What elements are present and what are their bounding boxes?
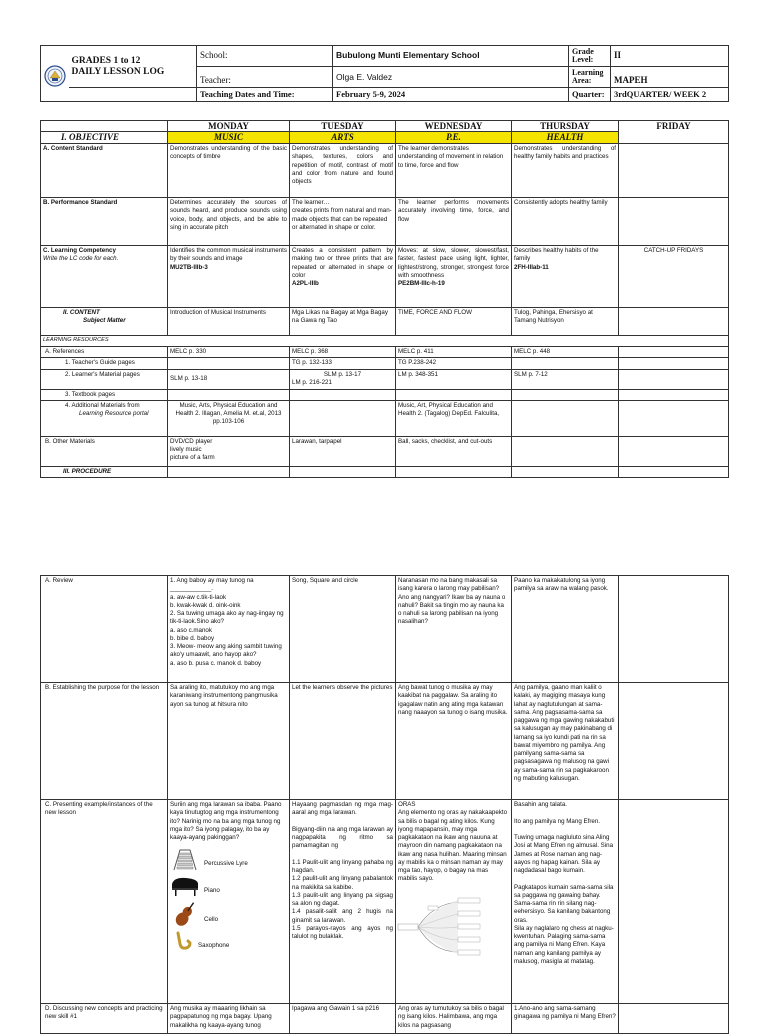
table-row: [41, 576, 729, 683]
learning-resources-heading: LEARNING RESOURCES: [41, 336, 729, 347]
instrument-cello: [170, 900, 287, 930]
cell-monday: DVD/CD player lively music picture of a farm: [168, 436, 290, 466]
cell-thursday: Tulog, Pahinga, Ehersisyo at Tamang Nutrisyon: [512, 308, 619, 336]
subject-arts: ARTS: [290, 132, 396, 143]
lesson-table-top: [40, 143, 729, 478]
row-label: [41, 246, 168, 308]
day-friday: FRIDAY: [619, 121, 729, 144]
cell-friday: [619, 347, 729, 358]
competency-code: A2PL-IIIb: [292, 280, 319, 287]
cell-wednesday: MELC p. 411: [396, 347, 512, 358]
quarter-value: 3rdQUARTER/ WEEK 2: [611, 88, 729, 102]
teacher-label: Teacher:: [197, 67, 333, 88]
competency-code: 2FH-IIIab-11: [514, 263, 549, 271]
cell-monday: Determines accurately the sources of sounds heard, and produce sounds using voice, body, and objects, and be able to sing in accurate pitch: [168, 198, 290, 246]
cell-tuesday: Larawan, tarpapel: [290, 436, 396, 466]
cell-wednesday: [396, 246, 512, 308]
cell-wednesday: Ang oras ay tumutukoy sa bilis o bagal ng isang kilos. Halimbawa, ang mga kilos na pagsasang: [396, 1004, 512, 1034]
cell-friday: [619, 436, 729, 466]
cell-friday: [619, 683, 729, 800]
lesson-table-procedure: [40, 575, 729, 1034]
cello-icon: [170, 900, 200, 930]
cell-monday: [168, 389, 290, 400]
row-label: 1. Teacher's Guide pages: [41, 358, 168, 369]
competency-sublabel: Write the LC code for each.: [43, 255, 119, 263]
row-label: A. Review: [41, 576, 168, 683]
cell-monday: [168, 246, 290, 308]
header-table: [40, 45, 729, 102]
objective-heading: I. OBJECTIVE: [41, 132, 168, 143]
dates-value: February 5-9, 2024: [333, 88, 569, 102]
additional-sublabel: Learning Resource portal: [79, 410, 149, 417]
cell-thursday: Demonstrates understanding of healthy family habits and practices: [512, 144, 619, 198]
cell-monday: Demonstrates understanding of the basic concepts of timbre: [168, 144, 290, 198]
cell-monday: Ang musika ay maaaring likhain sa pagpapatunog ng mga bagay. Upang makalikha ng kaaya-ayang tunog: [168, 1004, 290, 1034]
cell-thursday: 1.Ano-ano ang sama-samang ginagawa ng pamilya ni Mang Efren?: [512, 1004, 619, 1034]
competency-label: C. Learning Competency: [43, 247, 116, 254]
cell-tuesday: [290, 389, 396, 400]
cell-monday: 1. Ang baboy ay may tunog na ____________. a. aw-aw c.tik-ti-laok b. kwak-kwak d. oink-oink 2. Sa tuwing umaga ako ay nag-iingay ng tik-ti-laok.Sino ako? a. aso c.manok b. bibe d. baboy 3. Meow- meow ang aking sambit tuwing ako'y umaawit, ano hayop ako? a. aso b. pusa c. manok d. baboy: [168, 576, 290, 683]
cell-friday: [619, 144, 729, 198]
day-thursday: THURSDAY: [512, 121, 619, 132]
area-label: Learning Area:: [569, 67, 611, 88]
content-label: II. CONTENT: [63, 309, 100, 316]
cell-wednesday: TG P.238-242: [396, 358, 512, 369]
saxophone-icon: [170, 932, 194, 950]
instrument-caption: Percussive Lyre: [204, 860, 248, 868]
row-label: D. Discussing new concepts and practicing new skill #1: [41, 1004, 168, 1034]
cell-tuesday: [290, 369, 396, 389]
time-diagram-icon: [398, 894, 508, 958]
competency-text: Describes healthy habits of the family: [514, 247, 599, 263]
table-row: [41, 400, 729, 436]
cell-wednesday: The learner demonstrates understanding of movement in relation to time, force and flow: [396, 144, 512, 198]
procedure-heading: III. PROCEDURE: [41, 466, 168, 477]
instrument-piano: [170, 876, 287, 896]
cell-monday: Music, Arts, Physical Education and Health 2. Illagan, Amelia M. et.al, 2013 pp.103-106: [168, 400, 290, 436]
table-row: [41, 246, 729, 308]
cell-monday: [168, 800, 290, 1004]
cell-tuesday: MELC p. 368: [290, 347, 396, 358]
logo-cell: [41, 46, 69, 102]
cell-monday: SLM p. 13-18: [168, 369, 290, 389]
competency-text: Moves: at slow, slower, slowest/fast, faster, fastest pace using light, lighter, lightest/strong, stronger, strongest force with smoothness: [398, 247, 509, 279]
content-sublabel: Subject Matter: [83, 317, 126, 325]
cell-friday: [619, 369, 729, 389]
competency-text: Identifies the common musical instruments by their sounds and image: [170, 247, 287, 263]
cell-monday: MELC p. 330: [168, 347, 290, 358]
piano-icon: [170, 876, 200, 896]
cell-friday: [619, 308, 729, 336]
table-row: [41, 369, 729, 389]
row-label: B. Other Materials: [41, 436, 168, 466]
quarter-label: Quarter:: [569, 88, 611, 102]
school-label: School:: [197, 46, 333, 67]
subject-pe: P.E.: [396, 132, 512, 143]
cell-wednesday: The learner performs movements accurately involving time, force, and flow: [396, 198, 512, 246]
cell-friday: CATCH-UP FRIDAYS: [619, 246, 729, 308]
grade-label: Grade Level:: [569, 46, 611, 67]
cell-wednesday: Ang bawat tunog o musika ay may kaakibat na paggalaw. Sa araling ito igagalaw natin ang ating mga katawan nang naaayon sa tunog o isang musika.: [396, 683, 512, 800]
cell-monday: Introduction of Musical Instruments: [168, 308, 290, 336]
table-row: [41, 198, 729, 246]
cell-wednesday: [396, 389, 512, 400]
row-label: B. Establishing the purpose for the lesson: [41, 683, 168, 800]
row-label: 3. Textbook pages: [41, 389, 168, 400]
instrument-lyre: [170, 846, 287, 872]
log-title: GRADES 1 to 12 DAILY LESSON LOG: [69, 46, 197, 88]
cell-thursday: [512, 389, 619, 400]
row-label: [41, 308, 168, 336]
cell-wednesday: Music, Art, Physical Education and Health 2. (Tagalog) DepEd. Falculita,: [396, 400, 512, 436]
table-row: [41, 683, 729, 800]
presenting-text: ORAS Ang elemento ng oras ay nakakaapekto sa bilis o bagal ng ating kilos. Kung iyong mapapansin, may mga pagkakataon na ikaw ang nauuna at mayroon din namang pagkakataon na ikaw ang nasa hulihan. Maaring minsan ay mabilis ka o minsan naman ay may mga tao, hayop, o bagay na mas mabilis sayo.: [398, 801, 508, 883]
dates-label: Teaching Dates and Time:: [197, 88, 333, 102]
day-monday: MONDAY: [168, 121, 290, 132]
teacher-value: Olga E. Valdez: [333, 67, 569, 88]
cell-tuesday: Ipagawa ang Gawain 1 sa p216: [290, 1004, 396, 1034]
school-value: Bubulong Munti Elementary School: [333, 46, 569, 67]
row-label: C. Presenting example/instances of the new lesson: [41, 800, 168, 1004]
cell-thursday: [512, 358, 619, 369]
table-row: [41, 144, 729, 198]
day-tuesday: TUESDAY: [290, 121, 396, 132]
cell-friday: [619, 576, 729, 683]
cell-wednesday: TIME, FORCE AND FLOW: [396, 308, 512, 336]
cell-tuesday: The learner… creates prints from natural and man-made objects that can be repeated or alternated in shape or color.: [290, 198, 396, 246]
cell-thursday: [512, 246, 619, 308]
subject-health: HEALTH: [512, 132, 619, 143]
cell-thursday: Ang pamilya, gaano man kaliit o kalaki, ay magiging masaya kung lahat ay nagtutulungan at sama-sama. Ang pagsasama-sama sa paggawa ng mga gawing nakakabuti sa kalusugan ay may pakinabang di lamang sa iyo kundi pati na rin sa bawat miyembro ng pamilya. Ang pamilyang sama-sama sa pagsasagawa ng malusog na gawi ay sama-sama rin sa pagkakaroon ng mabuting kalusugan.: [512, 683, 619, 800]
cell-tuesday: [290, 400, 396, 436]
cell-friday: [619, 358, 729, 369]
cell-friday: [619, 1004, 729, 1034]
lm-lm: LM p. 216-221: [292, 378, 332, 386]
cell-thursday: Paano ka makakatulong sa iyong pamilya sa araw na walang pasok.: [512, 576, 619, 683]
cell-thursday: Consistently adopts healthy family: [512, 198, 619, 246]
instrument-saxophone: [170, 932, 287, 950]
deped-seal-icon: [44, 65, 66, 87]
row-label: A. References: [41, 347, 168, 358]
table-row: [41, 358, 729, 369]
subject-music: MUSIC: [168, 132, 290, 143]
instrument-caption: Piano: [204, 887, 220, 895]
cell-monday: Sa araling ito, matutukoy mo ang mga karaniwang instrumentong pangmusika ayon sa tunog at hitsura nito: [168, 683, 290, 800]
row-label: A. Content Standard: [41, 144, 168, 198]
table-row: [41, 800, 729, 1004]
presenting-text: Suriin ang mga larawan sa ibaba. Paano kaya tinutugtog ang mga instrumentong ito? Narinig mo na ba ang mga tunog ng mga ito? Sa iyong palagay, ito ba ay kaaya-ayang pakinggan?: [170, 801, 282, 841]
cell-thursday: MELC p. 448: [512, 347, 619, 358]
cell-tuesday: TG p. 132-133: [290, 358, 396, 369]
cell-wednesday: [396, 800, 512, 1004]
day-wednesday: WEDNESDAY: [396, 121, 512, 132]
table-row: [41, 1004, 729, 1034]
cell-wednesday: Ball, sacks, checklist, and cut-outs: [396, 436, 512, 466]
lm-slm: SLM p. 13-17: [323, 370, 362, 378]
cell-thursday: SLM p. 7-12: [512, 369, 619, 389]
table-row: [41, 347, 729, 358]
cell-monday: [168, 358, 290, 369]
days-header: [40, 120, 729, 144]
cell-tuesday: Hayaang pagmasdan ng mga mag-aaral ang mga larawan. Bigyang-diin na ang mga larawan ay nagpapakita ng ritmo sa pamamagitan ng 1.1 Paulit-ulit ang linyang pahaba ng hagdan. 1.2 paulit-ulit ang linyang pabalantok na makikita sa kabibe. 1.3 paulit-ulit ang linyang pa sigsag sa alon ng dagat. 1.4 pasalit-salit ang 2 hugis na ginamit sa larawan. 1.5 parayos-rayos ang ayos ng talulot ng bulaklak.: [290, 800, 396, 1004]
instrument-caption: Saxophone: [198, 942, 230, 950]
cell-tuesday: Demonstrates understanding of shapes, textures, colors and repetition of motif, contrast of motif and color from nature and found objects: [290, 144, 396, 198]
cell-friday: [619, 389, 729, 400]
cell-friday: [619, 198, 729, 246]
percussive-lyre-icon: [170, 846, 200, 872]
competency-code: MU2TB-IIIb-3: [170, 263, 208, 271]
cell-tuesday: [290, 246, 396, 308]
additional-label: 4. Additional Materials from: [65, 401, 140, 409]
table-row: [41, 466, 729, 477]
table-row: [41, 389, 729, 400]
cell-tuesday: Song, Square and circle: [290, 576, 396, 683]
cell-tuesday: Let the learners observe the pictures: [290, 683, 396, 800]
row-label: 2. Learner's Material pages: [41, 369, 168, 389]
cell-friday: [619, 400, 729, 436]
cell-wednesday: LM p. 348-351: [396, 369, 512, 389]
competency-text: Creates a consistent pattern by making two or three prints that are repeated or alternated in shape or color: [292, 247, 393, 279]
table-row: [41, 308, 729, 336]
table-row: [41, 336, 729, 347]
table-row: [41, 436, 729, 466]
row-label: [41, 400, 168, 436]
instrument-caption: Cello: [204, 916, 219, 924]
row-label: B. Performance Standard: [41, 198, 168, 246]
grade-value: II: [611, 46, 729, 67]
cell-tuesday: Mga Likas na Bagay at Mga Bagay na Gawa ng Tao: [290, 308, 396, 336]
area-value: MAPEH: [611, 67, 729, 88]
cell-thursday: Basahin ang talata. Ito ang pamilya ng Mang Efren. Tuwing umaga nagluluto sina Aling Josi at Mang Efren ng almusal. Sina James at Rose naman ang nag-aayos ng hapag kainan. Sila ay nagdadasal bago kumain. Pagkatapos kumain sama-sama sila sa paggawa ng gawaing bahay. Sama-sama rin rin silang nag-eehersisyo. Sa kanilang bakantong oras. Sila ay naglalaro ng chess at nagku-kwentuhan. Palaging sama-sama ang pamilya ni Mang Efren. Kaya naman ang kanilang pamilya ay malusog, masigla at matatag.: [512, 800, 619, 1004]
cell-friday: [619, 800, 729, 1004]
competency-code: PE2BM-IIIc-h-19: [398, 280, 445, 287]
cell-thursday: [512, 400, 619, 436]
cell-thursday: [512, 436, 619, 466]
cell-wednesday: Naranasan mo na bang makasali sa isang karera o larong may pabilisan? Ano ang nangyari? Ikaw ba ay nauna o nahuli? Bakit sa tingin mo ay nauna ka o nahuli sa larong pabilisan na iyong nasalihan?: [396, 576, 512, 683]
